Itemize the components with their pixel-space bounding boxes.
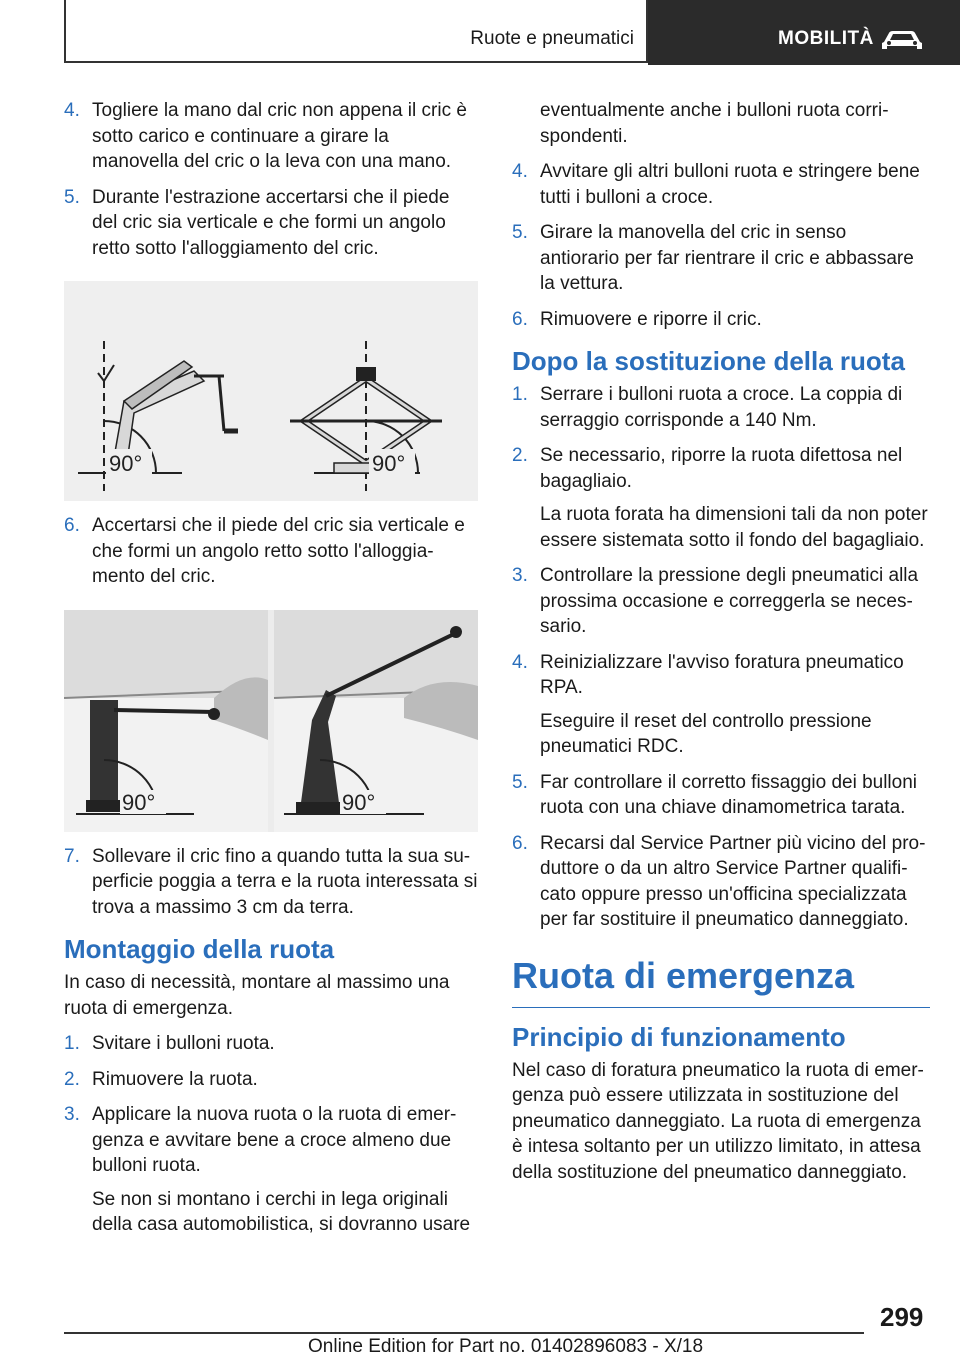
step-number: 5. [64,186,80,208]
header-chapter-title: MOBILITÀ [778,28,874,49]
step-number: 2. [512,445,528,466]
step-note: La ruota forata ha dimensioni tali da non poter essere sistemata sotto il fondo del bagagliaio. [540,504,928,551]
step-text: Far controllare il corretto fissaggio dei bulloni ruota con una chiave dinamometrica tarata. [540,771,918,818]
list-item [512,382,930,433]
right-column [512,98,930,1195]
list-item [64,1102,478,1238]
list-item [512,220,930,297]
list-item [512,650,930,760]
step-text: Reinizializzare l'avviso foratura pneumatico RPA. [540,651,904,698]
angle-label: 90° [109,451,143,476]
angle-label: 90° [342,789,376,815]
left-column [64,98,478,1248]
step-text: Sollevare il cric fino a quando tutta la sua superficie poggia a terra e la ruota interessata si trova a massimo 3 cm da terra. [92,845,478,918]
list-item [64,513,478,590]
continued-text: eventualmente anche i bulloni ruota corrispondenti. [540,100,889,147]
section-heading: Montaggio della ruota [64,934,335,964]
step-text: Rimuovere e riporre il cric. [540,308,762,330]
step-number: 1. [512,384,528,405]
header-section-title: Ruote e pneumatici [470,28,634,49]
angle-label: 90° [122,789,156,815]
jack-angle-diagram [64,281,478,501]
list-item [64,1031,478,1057]
list-item [512,159,930,210]
page-header [0,0,960,66]
step-text: Accertarsi che il piede del cric sia verticale e che formi un angolo retto sotto l'alloggiamento del cric. [92,515,465,587]
section-intro: In caso di necessità, montare al massimo una ruota di emergenza. [64,972,450,1019]
list-item [512,831,930,933]
footer-edition: Online Edition for Part no. 01402896083 - X/18 [308,1336,704,1357]
header-section-box [64,0,648,63]
step-text: Se necessario, riporre la ruota difettosa nel bagagliaio. [540,445,903,492]
step-text: Rimuovere la ruota. [92,1068,258,1090]
list-item [64,98,478,175]
step-number: 4. [64,100,80,121]
section-heading: Dopo la sostituzione della ruota [512,346,905,376]
jack-under-car-photo [64,610,478,832]
list-item [512,307,930,333]
list-item [512,770,930,821]
step-text: Applicare la nuova ruota o la ruota di emergenza e avvitare bene a croce almeno due bulloni ruota. [92,1104,457,1176]
step-number: 6. [512,308,528,330]
step-text: Avvitare gli altri bulloni ruota e stringere bene tutti i bulloni a croce. [540,161,920,208]
footer-divider [64,1332,864,1334]
list-item [64,1067,478,1093]
step-text: Togliere la mano dal cric non appena il cric è sotto carico e continuare a girare la manovella del cric o la leva con una mano. [92,100,467,172]
step-text: Serrare i bulloni ruota a croce. La coppia di serraggio corrisponde a 140 Nm. [540,384,903,431]
step-number: 5. [512,771,528,793]
subsection-heading: Principio di funzionamento [512,1021,846,1052]
list-item [64,185,478,262]
step-number: 7. [64,845,80,867]
step-number: 4. [512,651,528,673]
step-text: Girare la manovella del cric in senso antiorario per far rientrare il cric e abbassare la vettura. [540,222,914,294]
step-number: 1. [64,1033,80,1054]
step-number: 3. [64,1104,80,1125]
list-item [512,443,930,553]
car-icon [880,28,924,52]
step-note: Eseguire il reset del controllo pressione pneumatici RDC. [540,710,872,757]
angle-label: 90° [372,451,406,476]
page-number: 299 [880,1302,924,1332]
step-text: Durante l'estrazione accertarsi che il piede del cric sia verticale e che formi un angolo retto sotto l'alloggiamento del cric. [92,186,450,259]
chapter-heading: Ruota di emergenza [512,955,930,1008]
step-number: 5. [512,222,528,243]
step-number: 6. [512,832,528,854]
header-chapter-box [648,0,960,65]
step-number: 4. [512,161,528,182]
list-item [512,563,930,640]
step-note: Se non si montano i cerchi in lega originali della casa automobilistica, si dovranno usare [92,1188,471,1235]
step-number: 2. [64,1068,80,1090]
step-number: 6. [64,515,80,536]
step-number: 3. [512,565,528,586]
list-item [64,844,478,921]
subsection-text: Nel caso di foratura pneumatico la ruota di emergenza può essere utilizzata in sostituzione del pneumatico danneggiato. La ruota di emergenza è intesa soltanto per un utilizzo limitato, in attesa della sostituzione del pneumatico danneggiato. [512,1059,924,1183]
step-text: Svitare i bulloni ruota. [92,1033,275,1054]
step-text: Controllare la pressione degli pneumatici alla prossima occasione e correggerla se necessario. [540,565,919,637]
step-text: Recarsi dal Service Partner più vicino del produttore o da un altro Service Partner qualificato oppure presso un'officina specializzata per far sostituire il pneumatico danneggiato. [540,832,926,930]
